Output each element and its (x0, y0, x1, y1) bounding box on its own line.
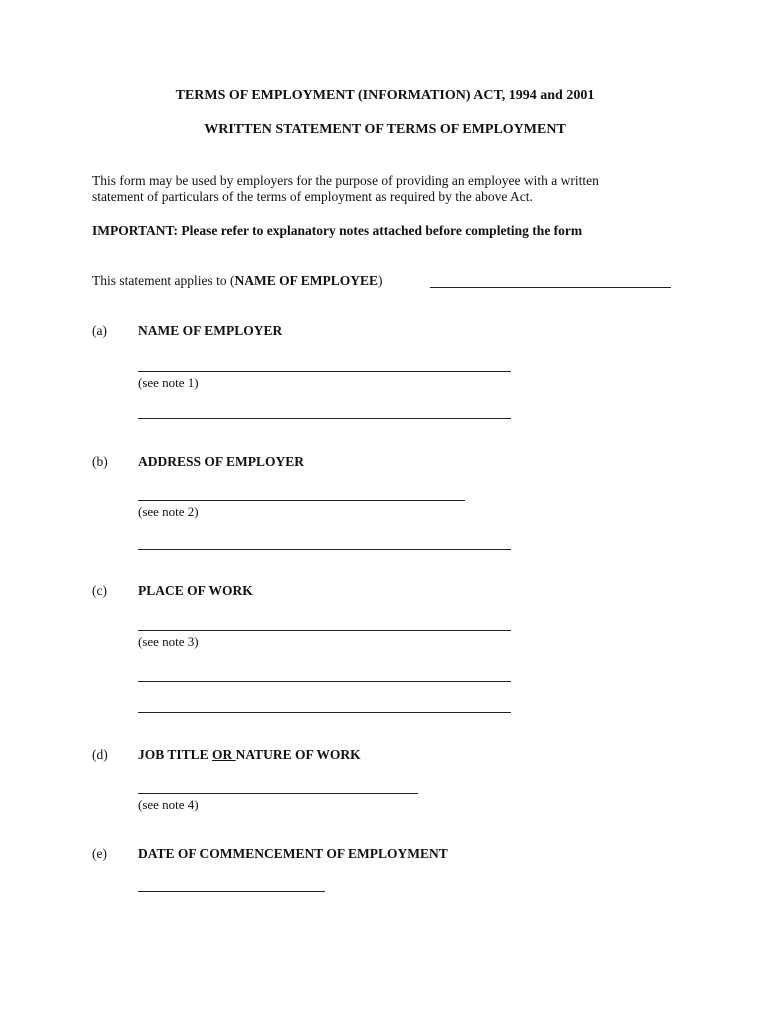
place-of-work-field-2[interactable] (138, 681, 511, 682)
section-e-letter: (e) (92, 846, 107, 861)
applies-prefix: This statement applies to ( (92, 273, 235, 288)
job-title-field[interactable] (138, 793, 418, 794)
employer-address-field-1[interactable] (138, 500, 465, 501)
employee-name-field[interactable] (430, 287, 671, 288)
section-d-title-part2: NATURE OF WORK (235, 747, 361, 762)
section-b-note: (see note 2) (138, 504, 199, 519)
employer-name-field-2[interactable] (138, 418, 511, 419)
place-of-work-field-3[interactable] (138, 712, 511, 713)
section-a-note: (see note 1) (138, 375, 199, 390)
intro-line-1: This form may be used by employers for the purpose of providing an employee with a written (92, 173, 599, 188)
section-c-title: PLACE OF WORK (138, 583, 253, 598)
section-c-note: (see note 3) (138, 634, 199, 649)
employer-name-field-1[interactable] (138, 371, 511, 372)
intro-line-2: statement of particulars of the terms of employment as required by the above Act. (92, 189, 533, 204)
applies-label: NAME OF EMPLOYEE (234, 273, 378, 288)
document-title: TERMS OF EMPLOYMENT (INFORMATION) ACT, 1994 and 2001 (175, 88, 595, 103)
section-d-title (138, 747, 361, 763)
section-d-title-part1: JOB TITLE (138, 747, 213, 762)
section-a-title: NAME OF EMPLOYER (138, 323, 283, 338)
section-e-title: DATE OF COMMENCEMENT OF EMPLOYMENT (138, 846, 448, 861)
document-subtitle: WRITTEN STATEMENT OF TERMS OF EMPLOYMENT (204, 122, 566, 137)
section-b-letter: (b) (92, 454, 108, 469)
section-a-letter: (a) (92, 323, 107, 338)
important-note: IMPORTANT: Please refer to explanatory notes attached before completing the form (92, 223, 583, 238)
section-d-note: (see note 4) (138, 797, 199, 812)
applies-to-statement (92, 273, 382, 289)
section-d-letter: (d) (92, 747, 108, 762)
place-of-work-field-1[interactable] (138, 630, 511, 631)
commencement-date-field[interactable] (138, 891, 325, 892)
section-d-title-or: OR (212, 747, 236, 762)
applies-suffix: ) (377, 273, 383, 288)
section-c-letter: (c) (92, 583, 107, 598)
section-b-title: ADDRESS OF EMPLOYER (138, 454, 305, 469)
employer-address-field-2[interactable] (138, 549, 511, 550)
